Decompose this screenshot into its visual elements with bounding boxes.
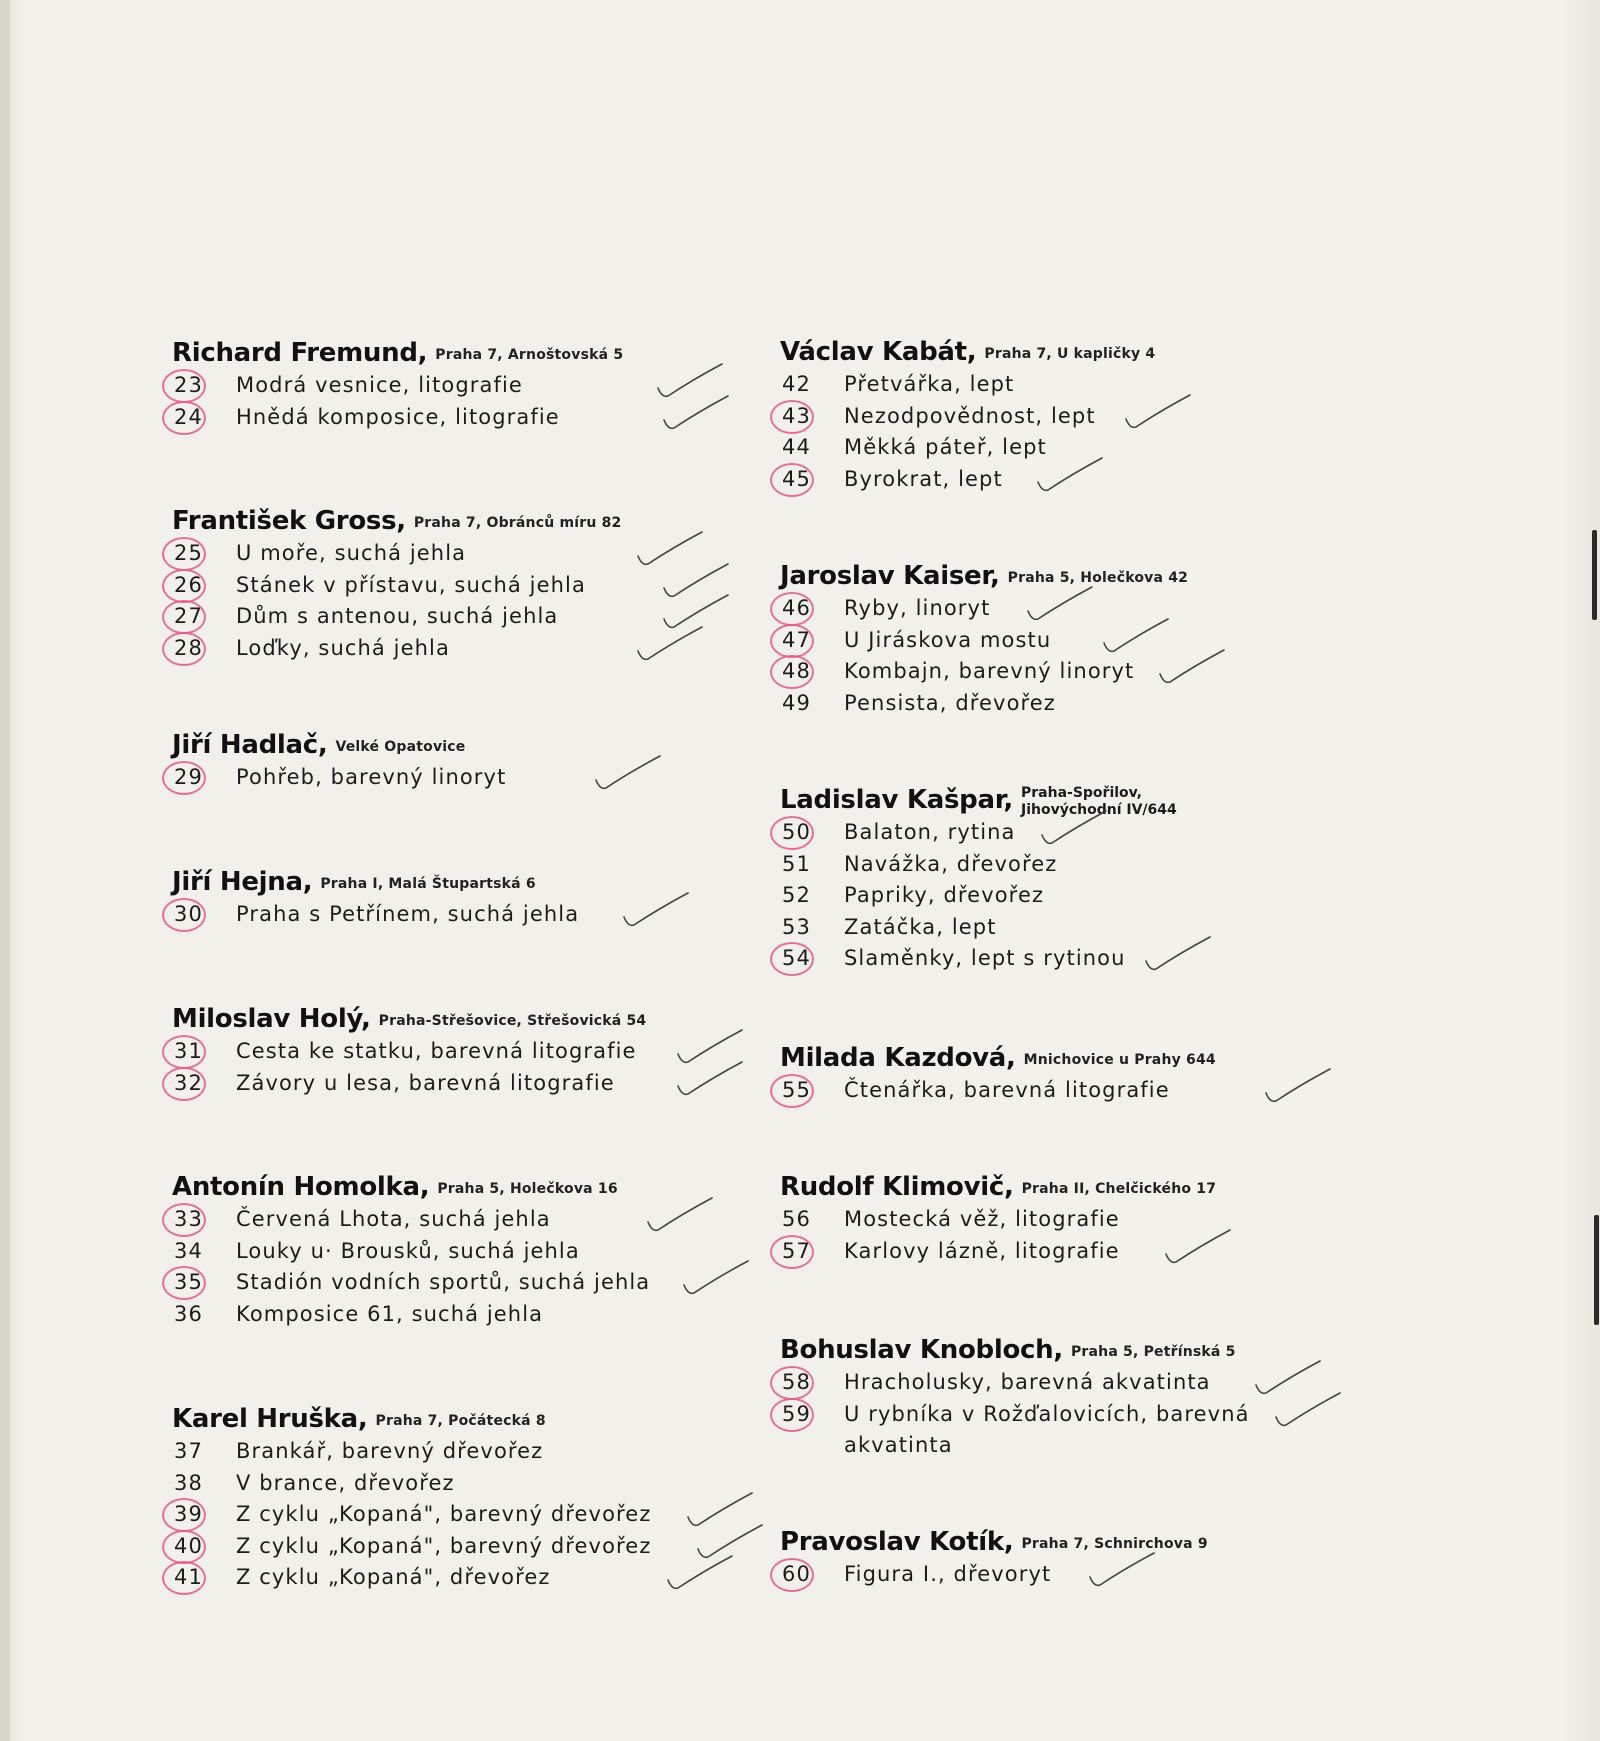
artist-entry: [172, 1404, 732, 1596]
artist-entry: [780, 561, 1420, 721]
pencil-check: [672, 1056, 752, 1106]
work-title: Z cyklu „Kopaná", barevný dřevořez: [236, 1502, 652, 1526]
pencil-check-icon: [632, 621, 712, 671]
artist-entry: [172, 338, 732, 435]
pencil-check: [1270, 1387, 1350, 1437]
catalog-item: [172, 635, 732, 667]
catalog-item: [172, 540, 732, 572]
artist-name: Václav Kabát,: [780, 337, 977, 367]
pencil-check-icon: [1270, 1387, 1350, 1437]
catalog-number: 48: [782, 659, 811, 683]
catalog-item: [172, 1501, 732, 1533]
catalog-item: [172, 1206, 732, 1238]
artist-entry: [780, 1335, 1420, 1464]
artist-heading: [172, 1404, 732, 1438]
work-title: Navážka, dřevořez: [844, 851, 1058, 876]
catalog-number: 42: [782, 372, 811, 396]
work-title: Z cyklu „Kopaná", barevný dřevořez: [236, 1533, 652, 1558]
artist-heading: [172, 1004, 732, 1038]
catalog-number: 39: [174, 1502, 203, 1526]
catalog-item: [780, 1561, 1420, 1593]
work-title: Hnědá komposice, litografie: [236, 404, 560, 429]
catalog-number: 32: [174, 1070, 203, 1095]
work-title: Z cyklu „Kopaná", dřevořez: [236, 1565, 551, 1589]
pencil-check: [1140, 931, 1220, 981]
catalog-item: [780, 690, 1420, 722]
work-title: Kombajn, barevný linoryt: [844, 659, 1135, 683]
binding-mark: [1594, 1215, 1599, 1325]
artist-entry: [780, 1043, 1420, 1109]
catalog-number: 38: [174, 1470, 203, 1495]
catalog-item: [780, 1401, 1420, 1433]
artist-address: Praha-Střešovice, Střešovická 54: [378, 1013, 647, 1029]
work-title: Loďky, suchá jehla: [236, 635, 450, 660]
artist-address: Praha 7, Obránců míru 82: [413, 515, 622, 531]
catalog-number: 57: [782, 1238, 811, 1263]
catalog-number: 41: [174, 1565, 203, 1589]
artist-entry: [780, 1527, 1420, 1593]
artist-address: Praha 7, Arnoštovská 5: [435, 347, 624, 363]
artist-name: Richard Fremund,: [172, 338, 428, 368]
artist-name: Karel Hruška,: [172, 1404, 368, 1434]
pencil-check-icon: [658, 390, 738, 440]
artist-address: Praha 7, U kapličky 4: [984, 346, 1156, 362]
pencil-check: [1120, 389, 1200, 439]
catalog-item: [780, 466, 1420, 498]
work-title: Louky u· Brousků, suchá jehla: [236, 1238, 580, 1263]
catalog-item: [780, 851, 1420, 883]
catalog-item: [172, 901, 732, 933]
catalog-item: [780, 1238, 1420, 1270]
artist-entry: [780, 337, 1420, 497]
work-title: Brankář, barevný dřevořez: [236, 1439, 544, 1463]
artist-name: Rudolf Klimovič,: [780, 1172, 1014, 1202]
work-title: Zatáčka, lept: [844, 914, 997, 939]
artist-address: Praha II, Chelčického 17: [1021, 1181, 1217, 1197]
pencil-check-icon: [1032, 452, 1112, 502]
catalog-number: 27: [174, 604, 203, 628]
catalog-number: 47: [782, 627, 811, 652]
artist-address: Mnichovice u Prahy 644: [1023, 1052, 1216, 1068]
pencil-check: [1154, 644, 1234, 694]
work-title: Praha s Petřínem, suchá jehla: [236, 902, 580, 926]
pencil-check: [1160, 1224, 1240, 1274]
work-title: U Jiráskova mostu: [844, 627, 1052, 652]
catalog-item: [172, 1038, 732, 1070]
catalog-item: [172, 1470, 732, 1502]
catalog-item: [780, 1432, 1420, 1464]
catalog-number: 50: [782, 820, 811, 844]
catalog-number: 43: [782, 403, 811, 428]
pencil-check: [1022, 581, 1102, 631]
catalog-number: 25: [174, 541, 203, 565]
catalog-number: 44: [782, 435, 811, 459]
catalog-item: [172, 372, 732, 404]
catalog-number: 52: [782, 883, 811, 907]
catalog-item: [780, 627, 1420, 659]
catalog-item: [780, 1077, 1420, 1109]
artist-name: Jiří Hadlač,: [172, 730, 328, 760]
work-title: Přetvářka, lept: [844, 372, 1015, 396]
pencil-check: [1260, 1063, 1340, 1113]
pencil-check-icon: [1022, 581, 1102, 631]
catalog-number: 34: [174, 1238, 203, 1263]
catalog-item: [172, 1238, 732, 1270]
catalog-number: 51: [782, 851, 811, 876]
catalog-number: 29: [174, 765, 203, 789]
artist-address: Praha 5, Holečkova 42: [1007, 570, 1189, 586]
work-title: Stadión vodních sportů, suchá jehla: [236, 1270, 651, 1294]
pencil-check: [678, 1255, 758, 1305]
artist-address: Praha I, Malá Štupartská 6: [320, 876, 536, 892]
catalog-item: [780, 882, 1420, 914]
catalog-number: 59: [782, 1401, 811, 1426]
artist-entry: [780, 1172, 1420, 1269]
pencil-check-icon: [1140, 931, 1220, 981]
artist-name: Bohuslav Knobloch,: [780, 1335, 1063, 1365]
pencil-check: [642, 1192, 722, 1242]
artist-name: Pravoslav Kotík,: [780, 1527, 1014, 1557]
pencil-check-icon: [662, 1550, 742, 1600]
pencil-check-icon: [1160, 1224, 1240, 1274]
artist-heading: [172, 338, 732, 372]
artist-name: Antonín Homolka,: [172, 1172, 430, 1202]
work-title: Modrá vesnice, litografie: [236, 373, 523, 397]
work-title: Hracholusky, barevná akvatinta: [844, 1370, 1211, 1394]
catalog-number: 56: [782, 1207, 811, 1231]
pencil-check-icon: [672, 1056, 752, 1106]
catalog-number: 31: [174, 1039, 203, 1063]
pencil-check: [1084, 1547, 1164, 1597]
catalog-number: 53: [782, 914, 811, 939]
catalog-number: 58: [782, 1370, 811, 1394]
work-title: Papriky, dřevořez: [844, 883, 1045, 907]
catalog-number: 35: [174, 1270, 203, 1294]
catalog-item: [780, 658, 1420, 690]
artist-address: Velké Opatovice: [335, 739, 466, 755]
work-title: Cesta ke statku, barevná litografie: [236, 1039, 637, 1063]
artist-name: Miloslav Holý,: [172, 1004, 371, 1034]
catalog-number: 30: [174, 902, 203, 926]
artist-name: Jaroslav Kaiser,: [780, 561, 1000, 591]
artist-entry: [172, 506, 732, 666]
work-title: Mostecká věž, litografie: [844, 1207, 1120, 1231]
catalog-number: 40: [174, 1533, 203, 1558]
work-title: Komposice 61, suchá jehla: [236, 1301, 544, 1326]
catalog-number: 46: [782, 596, 811, 620]
artist-name: Ladislav Kašpar,: [780, 785, 1013, 815]
artist-address: Praha 7, Schnirchova 9: [1021, 1536, 1208, 1552]
work-title: Figura I., dřevoryt: [844, 1562, 1052, 1586]
catalog-item: [780, 914, 1420, 946]
catalog-number: 26: [174, 572, 203, 597]
catalog-item: [172, 1301, 732, 1333]
artist-entry: [172, 1172, 732, 1332]
work-title: Nezodpovědnost, lept: [844, 403, 1096, 428]
artist-entry: [172, 1004, 732, 1101]
catalog-item: [780, 945, 1420, 977]
pencil-check: [658, 390, 738, 440]
work-title: Balaton, rytina: [844, 820, 1016, 844]
address-line: Jihovýchodní IV/644: [1020, 802, 1177, 818]
catalog-item: [172, 764, 732, 796]
address-line: Praha-Spořilov,: [1020, 785, 1142, 801]
pencil-check: [590, 750, 670, 800]
pencil-check-icon: [678, 1255, 758, 1305]
artist-entry: [780, 785, 1420, 977]
catalog-item: [172, 1564, 732, 1596]
catalog-item: [780, 819, 1420, 851]
pencil-check-icon: [642, 1192, 722, 1242]
work-title: Byrokrat, lept: [844, 466, 1003, 491]
pencil-check: [1032, 452, 1112, 502]
artist-entry: [172, 867, 732, 933]
artist-name: František Gross,: [172, 506, 406, 536]
catalog-item: [780, 371, 1420, 403]
work-title: Červená Lhota, suchá jehla: [236, 1207, 551, 1231]
artist-name: Jiří Hejna,: [172, 867, 313, 897]
catalog-item: [172, 404, 732, 436]
catalog-number: 28: [174, 635, 203, 660]
catalog-number: 54: [782, 946, 811, 970]
catalog-item: [780, 403, 1420, 435]
catalog-item: [172, 1533, 732, 1565]
pencil-check-icon: [1260, 1063, 1340, 1113]
catalog-number: 55: [782, 1078, 811, 1102]
catalog-number: 45: [782, 466, 811, 491]
pencil-check-icon: [1154, 644, 1234, 694]
binding-mark: [1592, 530, 1597, 620]
artist-address: Praha 5, Petřínská 5: [1070, 1344, 1236, 1360]
catalog-number: 49: [782, 690, 811, 715]
work-title: Stánek v přístavu, suchá jehla: [236, 572, 586, 597]
catalog-number: 23: [174, 373, 203, 397]
catalog-item: [172, 572, 732, 604]
artist-name: Milada Kazdová,: [780, 1043, 1016, 1073]
work-title: Měkká páteř, lept: [844, 435, 1047, 459]
artist-address: Praha 5, Holečkova 16: [437, 1181, 618, 1197]
pencil-check: [1036, 805, 1116, 855]
catalog-number: 24: [174, 404, 203, 429]
catalog-number: 36: [174, 1301, 203, 1326]
pencil-check-icon: [590, 750, 670, 800]
work-title: Pensista, dřevořez: [844, 690, 1056, 715]
artist-address: Praha 7, Počátecká 8: [375, 1413, 546, 1429]
artist-entry: [172, 730, 732, 796]
pencil-check-icon: [1120, 389, 1200, 439]
catalog-item: [172, 1438, 732, 1470]
work-title: U moře, suchá jehla: [236, 541, 467, 565]
pencil-check: [662, 1550, 742, 1600]
catalog-item: [172, 1269, 732, 1301]
pencil-check-icon: [1036, 805, 1116, 855]
work-title: Karlovy lázně, litografie: [844, 1238, 1120, 1263]
work-title: V brance, dřevořez: [236, 1470, 455, 1495]
work-title: akvatinta: [844, 1433, 953, 1457]
catalog-number: 60: [782, 1562, 811, 1586]
work-title: Závory u lesa, barevná litografie: [236, 1070, 615, 1095]
work-title: U rybníka v Rožďalovicích, barevná: [844, 1401, 1250, 1426]
catalog-item: [172, 1070, 732, 1102]
work-title: Dům s antenou, suchá jehla: [236, 604, 559, 628]
work-title: Čtenářka, barevná litografie: [844, 1078, 1170, 1102]
artist-heading: [780, 337, 1420, 371]
work-title: Ryby, linoryt: [844, 596, 991, 620]
catalog-item: [780, 1206, 1420, 1238]
catalog-number: 37: [174, 1439, 203, 1463]
pencil-check: [632, 621, 712, 671]
pencil-check-icon: [1084, 1547, 1164, 1597]
page-edge: [0, 0, 10, 1741]
pencil-check: [618, 887, 698, 937]
pencil-check-icon: [618, 887, 698, 937]
artist-heading: [780, 1172, 1420, 1206]
work-title: Pohřeb, barevný linoryt: [236, 765, 507, 789]
catalog-number: 33: [174, 1207, 203, 1231]
work-title: Slaměnky, lept s rytinou: [844, 946, 1126, 970]
